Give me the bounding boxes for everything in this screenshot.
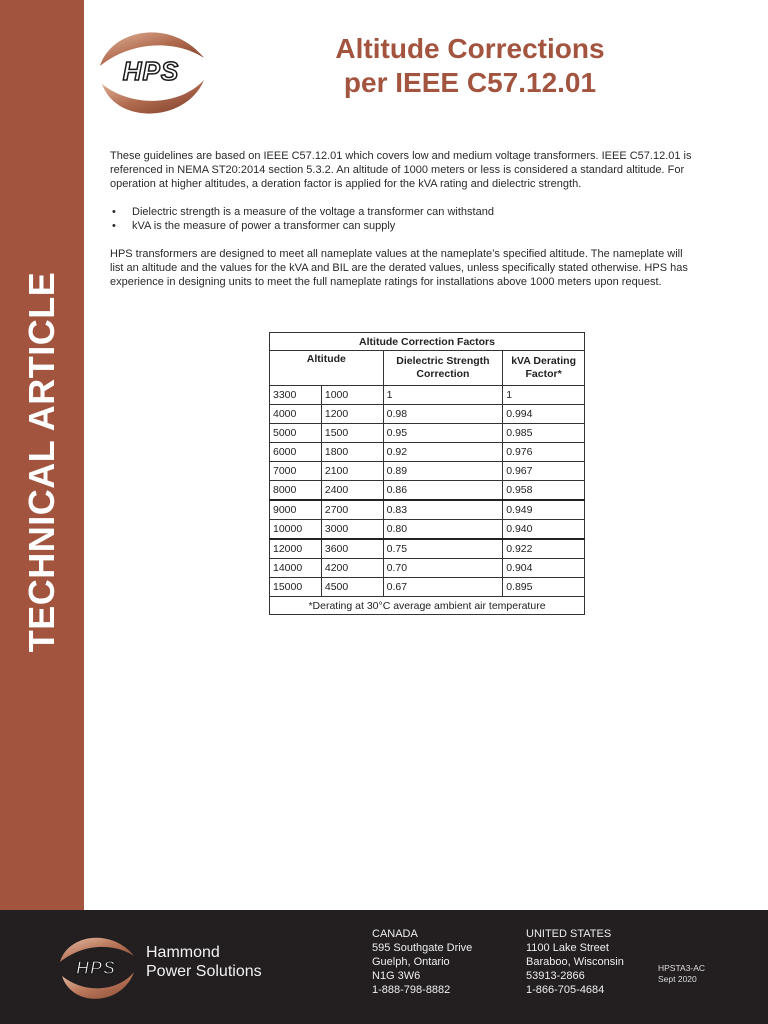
table-row xyxy=(270,462,585,481)
table-cell: 1 xyxy=(503,386,585,405)
address-line: UNITED STATES xyxy=(526,928,612,940)
footer xyxy=(0,910,768,1024)
phone-number: 1-888-798-8882 xyxy=(372,984,451,996)
table-cell: 0.949 xyxy=(503,500,585,520)
header-text: Correction xyxy=(416,368,470,380)
company-line: Power Solutions xyxy=(146,963,262,980)
logo-text: HPS xyxy=(75,958,117,978)
table-cell: 10000 xyxy=(270,520,322,540)
table-cell: 0.70 xyxy=(383,559,503,578)
table-cell: 8000 xyxy=(270,481,322,501)
header-text: kVA Derating xyxy=(511,355,576,367)
table-cell: 4500 xyxy=(321,578,383,597)
altitude-correction-table xyxy=(269,332,585,615)
bullet-text: Dielectric strength is a measure of the voltage a transformer can withstand xyxy=(132,206,494,218)
address-line: Guelph, Ontario xyxy=(372,956,450,968)
table-cell: 0.976 xyxy=(503,443,585,462)
table-cell: 1500 xyxy=(321,424,383,443)
table-footnote: *Derating at 30°C average ambient air temperature xyxy=(270,597,585,615)
header-text: Factor* xyxy=(525,368,562,380)
table-cell: 2700 xyxy=(321,500,383,520)
bullet-item xyxy=(110,205,715,219)
table-cell: 0.83 xyxy=(383,500,503,520)
table-cell: 2100 xyxy=(321,462,383,481)
title-line-2: per IEEE C57.12.01 xyxy=(343,67,597,98)
header-altitude: Altitude xyxy=(270,351,384,386)
phone-number: 1-866-705-4684 xyxy=(526,984,605,996)
intro-line: These guidelines are based on IEEE C57.12.01 which covers low and medium voltage transformers. IEEE C57.12.01 is xyxy=(110,150,692,162)
table-cell: 1 xyxy=(383,386,503,405)
body-paragraph xyxy=(110,247,715,289)
table-row xyxy=(270,424,585,443)
doc-code-text: HPSTA3-AC xyxy=(658,963,706,973)
bullet-text: kVA is the measure of power a transformer can supply xyxy=(132,220,396,232)
address-line: 53913-2866 xyxy=(526,970,585,982)
intro-paragraph xyxy=(110,149,715,191)
table-cell: 0.904 xyxy=(503,559,585,578)
table-row xyxy=(270,405,585,424)
header-text: Dielectric Strength xyxy=(396,355,490,367)
table-cell: 4000 xyxy=(270,405,322,424)
table-cell: 0.86 xyxy=(383,481,503,501)
address-canada xyxy=(372,927,472,997)
intro-line: operation at higher altitudes, a deration factor is applied for the kVA rating and dielectric strength. xyxy=(110,178,582,190)
address-line: 1100 Lake Street xyxy=(526,942,609,954)
logo-text: HPS xyxy=(122,56,180,86)
table-row xyxy=(270,386,585,405)
table-cell: 1800 xyxy=(321,443,383,462)
table-cell: 0.95 xyxy=(383,424,503,443)
table-cell: 0.75 xyxy=(383,539,503,559)
table-cell: 0.940 xyxy=(503,520,585,540)
table-row xyxy=(270,500,585,520)
table-cell: 0.967 xyxy=(503,462,585,481)
table-cell: 5000 xyxy=(270,424,322,443)
table-row xyxy=(270,520,585,540)
table-cell: 3000 xyxy=(321,520,383,540)
table-cell: 2400 xyxy=(321,481,383,501)
table-cell: 0.98 xyxy=(383,405,503,424)
table-cell: 3600 xyxy=(321,539,383,559)
table-cell: 7000 xyxy=(270,462,322,481)
bullet-item xyxy=(110,219,715,233)
header-kva xyxy=(503,351,585,386)
table-row xyxy=(270,539,585,559)
table-cell: 0.922 xyxy=(503,539,585,559)
table-cell: 1000 xyxy=(321,386,383,405)
document-code xyxy=(658,963,705,985)
table-body xyxy=(270,386,585,615)
table-cell: 0.80 xyxy=(383,520,503,540)
table-cell: 0.958 xyxy=(503,481,585,501)
table-cell: 0.67 xyxy=(383,578,503,597)
table-cell: 6000 xyxy=(270,443,322,462)
hps-logo-footer xyxy=(54,928,138,1006)
address-line: CANADA xyxy=(372,928,418,940)
table-cell: 0.92 xyxy=(383,443,503,462)
table-cell: 0.985 xyxy=(503,424,585,443)
bullet-marker: • xyxy=(112,206,116,218)
table-cell: 1200 xyxy=(321,405,383,424)
paragraph-line: list an altitude and the values for the kVA and BIL are the derated values, unless specifically stated otherwise. HPS has xyxy=(110,262,688,274)
bullet-list xyxy=(110,205,715,233)
intro-line: referenced in NEMA ST20:2014 section 5.3.2. An altitude of 1000 meters or less is considered a standard altitude. For xyxy=(110,164,685,176)
paragraph-line: experience in designing units to meet the full nameplate ratings for installations above 1000 meters upon request. xyxy=(110,276,662,288)
header-dielectric xyxy=(383,351,503,386)
table-cell: 4200 xyxy=(321,559,383,578)
company-line: Hammond xyxy=(146,944,220,961)
paragraph-line: HPS transformers are designed to meet all nameplate values at the nameplate’s specified altitude. The nameplate will xyxy=(110,248,683,260)
doc-date-text: Sept 2020 xyxy=(658,974,697,984)
hps-logo xyxy=(92,18,210,124)
table-cell: 0.994 xyxy=(503,405,585,424)
address-line: 595 Southgate Drive xyxy=(372,942,473,954)
table-row xyxy=(270,578,585,597)
sidebar-band xyxy=(0,0,84,910)
bullet-marker: • xyxy=(112,220,116,232)
table-cell: 3300 xyxy=(270,386,322,405)
table-row xyxy=(270,481,585,501)
title-line-1: Altitude Corrections xyxy=(335,33,605,64)
table-row xyxy=(270,559,585,578)
company-name xyxy=(146,943,262,981)
table-cell: 0.89 xyxy=(383,462,503,481)
sidebar-label: TECHNICAL ARTICLE xyxy=(21,271,62,653)
table-cell: 14000 xyxy=(270,559,322,578)
address-usa xyxy=(526,927,624,997)
address-line: Baraboo, Wisconsin xyxy=(526,956,624,968)
table-cell: 15000 xyxy=(270,578,322,597)
table-row xyxy=(270,443,585,462)
table-caption: Altitude Correction Factors xyxy=(270,333,585,351)
table-cell: 12000 xyxy=(270,539,322,559)
table-cell: 0.895 xyxy=(503,578,585,597)
table-cell: 9000 xyxy=(270,500,322,520)
page-title xyxy=(230,32,710,100)
address-line: N1G 3W6 xyxy=(372,970,421,982)
